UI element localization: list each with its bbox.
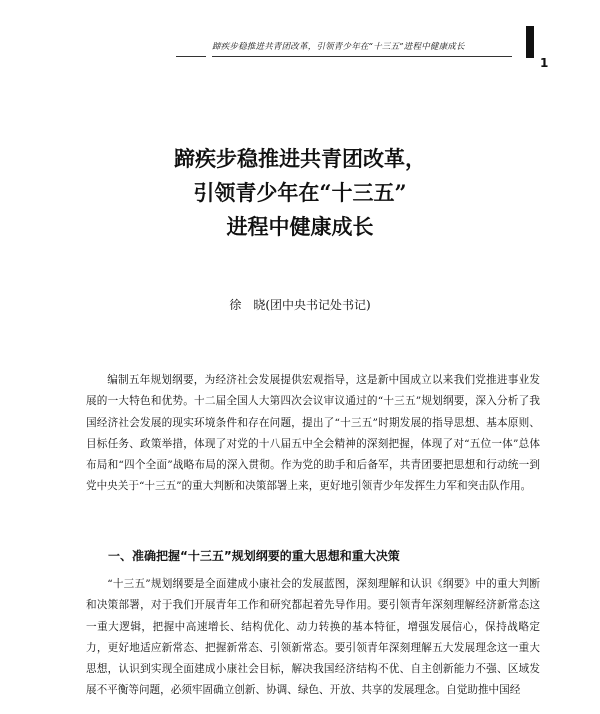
- page-number: 1: [540, 56, 549, 70]
- header-bar: [526, 26, 534, 58]
- article-title: [0, 142, 600, 244]
- article-title-line-3: 进程中健康成长: [226, 214, 374, 239]
- section-heading: 一、准确把握“十三五”规划纲要的重大思想和重大决策: [108, 549, 400, 563]
- running-header: 蹄疾步稳推进共青团改革，引领青少年在“十三五”进程中健康成长: [212, 42, 465, 52]
- section-body-text: “十三五”规划纲要是全面建成小康社会的发展蓝图，深刻理解和认识《纲要》中的重大判断和决策部署，对于我们开展青年工作和研究都起着先导作用。要引领青年深刻理解经济新常态这一重大逻辑，把握中高速增长、结构优化、动力转换的基本特征，增强发展信心，保持战略定力，更好地适应新常态、把握新常态、引领新常态。要引领青年深刻理解五大发展理念这一重大思想，认识到实现全面建成小康社会目标，解决我国经济结构不优、自主创新能力不强、区域发展不平衡等问题，必须牢固确立创新、协调、绿色、开放、共享的发展理念。自觉助推中国经: [86, 578, 540, 697]
- article-title-line-2: 引领青少年在“十三五”: [193, 180, 407, 205]
- section-body: [86, 574, 540, 702]
- intro-paragraph: [86, 370, 540, 498]
- header-rule: [212, 56, 512, 57]
- author-byline: 徐 晓(团中央书记处书记): [229, 298, 371, 312]
- article-title-line-1: 蹄疾步稳推进共青团改革，: [174, 146, 426, 171]
- intro-text: 编制五年规划纲要，为经济社会发展提供宏观指导，这是新中国成立以来我们党推进事业发展的一大特色和优势。十二届全国人大第四次会议审议通过的“十三五”规划纲要，深入分析了我国经济社会发展的现实环境条件和存在问题，提出了“十三五”时期发展的指导思想、基本原则、目标任务、政策举措，体现了对党的十八届五中全会精神的深刻把握，体现了对“五位一体”总体布局和“四个全面”战略布局的深入贯彻。作为党的助手和后备军，共青团要把思想和行动统一到党中央关于“十三五”的重大判断和决策部署上来，更好地引领青少年发挥生力军和突击队作用。: [86, 374, 540, 493]
- header-rule-left: [176, 56, 206, 57]
